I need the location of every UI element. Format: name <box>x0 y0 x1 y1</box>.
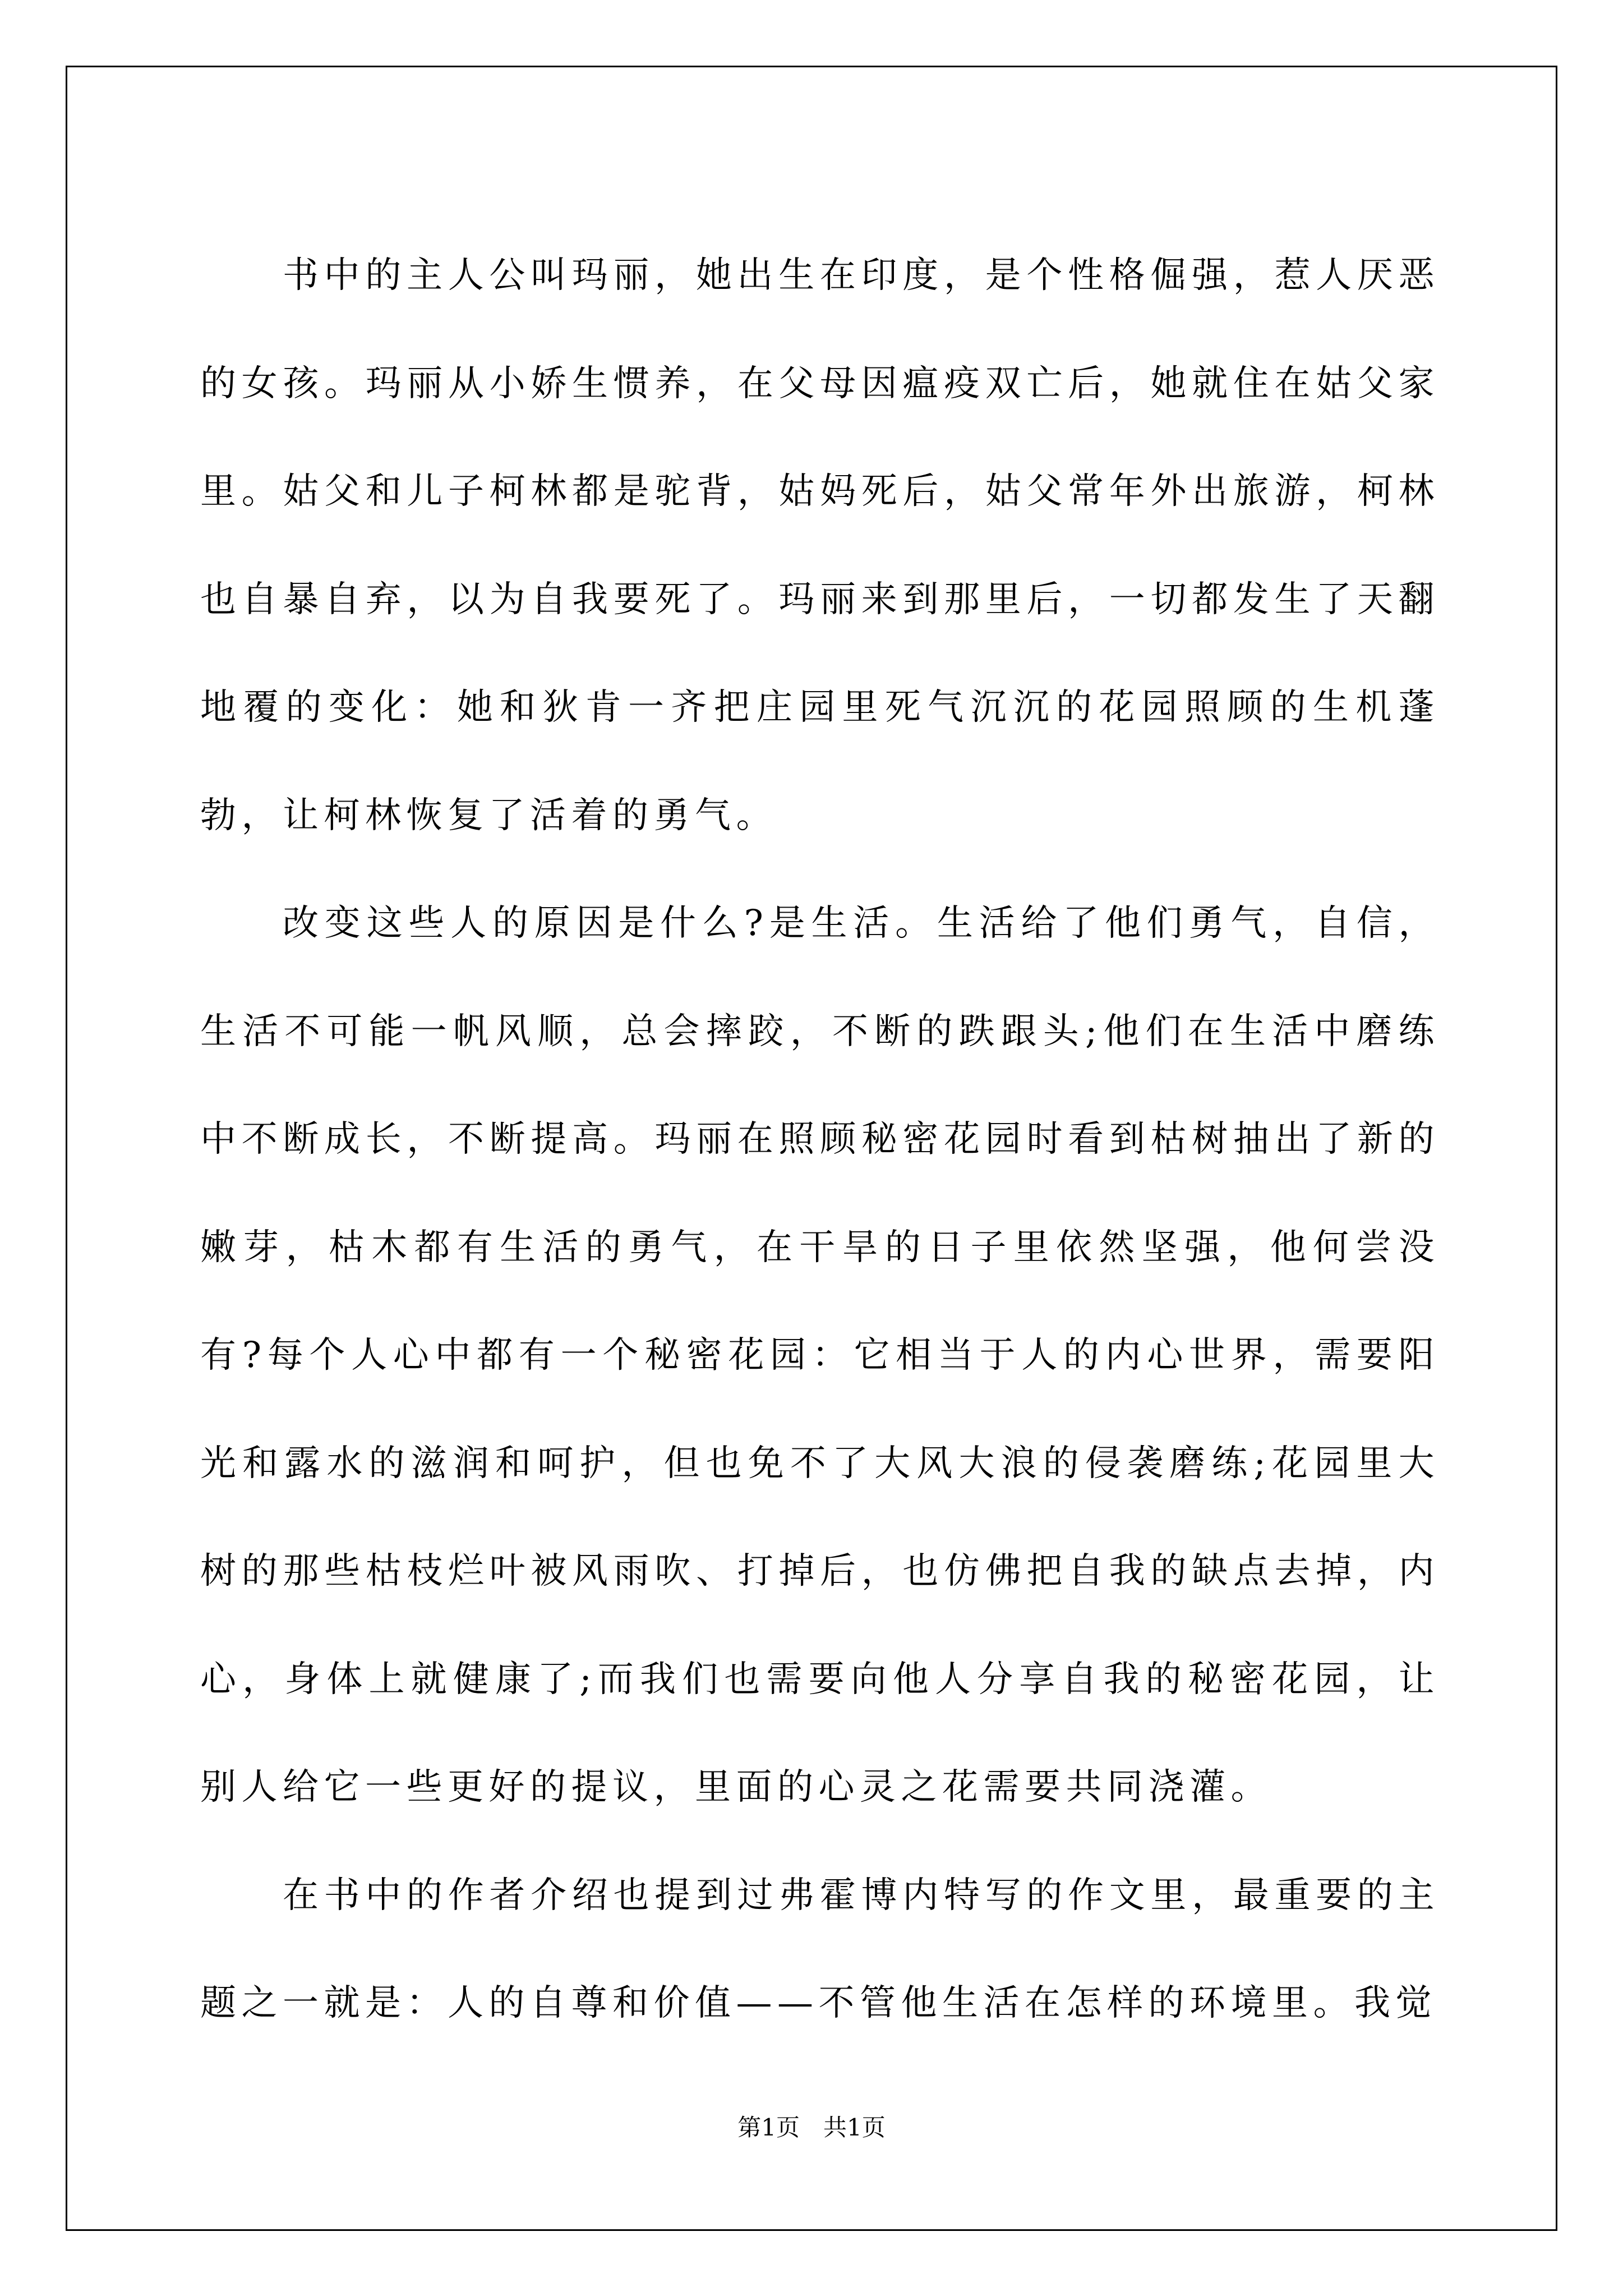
page-number-footer: 第1页 共1页 <box>737 2114 886 2141</box>
paragraph-3: 在书中的作者介绍也提到过弗霍博内特写的作文里，最重要的主题之一就是：人的自尊和价值——不管他生活在怎样的环境里。我觉 <box>200 1874 1440 2024</box>
document-body <box>200 222 1440 2058</box>
paragraph-1: 书中的主人公叫玛丽，她出生在印度，是个性格倔强，惹人厌恶的女孩。玛丽从小娇生惯养，在父母因瘟疫双亡后，她就住在姑父家里。姑父和儿子柯林都是驼背，姑妈死后，姑父常年外出旅游，柯林也自暴自弃，以为自我要死了。玛丽来到那里后，一切都发生了天翻地覆的变化：她和狄肯一齐把庄园里死气沉沉的花园照顾的生机蓬勃，让柯林恢复了活着的勇气。 <box>200 255 1440 836</box>
paragraph-2: 改变这些人的原因是什么?是生活。生活给了他们勇气，自信，生活不可能一帆风顺，总会摔跤，不断的跌跟头;他们在生活中磨练中不断成长，不断提高。玛丽在照顾秘密花园时看到枯树抽出了新的嫩芽，枯木都有生活的勇气，在干旱的日子里依然坚强，他何尝没有?每个人心中都有一个秘密花园：它相当于人的内心世界，需要阳光和露水的滋润和呵护，但也免不了大风大浪的侵袭磨练;花园里大树的那些枯枝烂叶被风雨吹、打掉后，也仿佛把自我的缺点去掉，内心，身体上就健康了;而我们也需要向他人分享自我的秘密花园，让别人给它一些更好的提议，里面的心灵之花需要共同浇灌。 <box>200 903 1440 1808</box>
